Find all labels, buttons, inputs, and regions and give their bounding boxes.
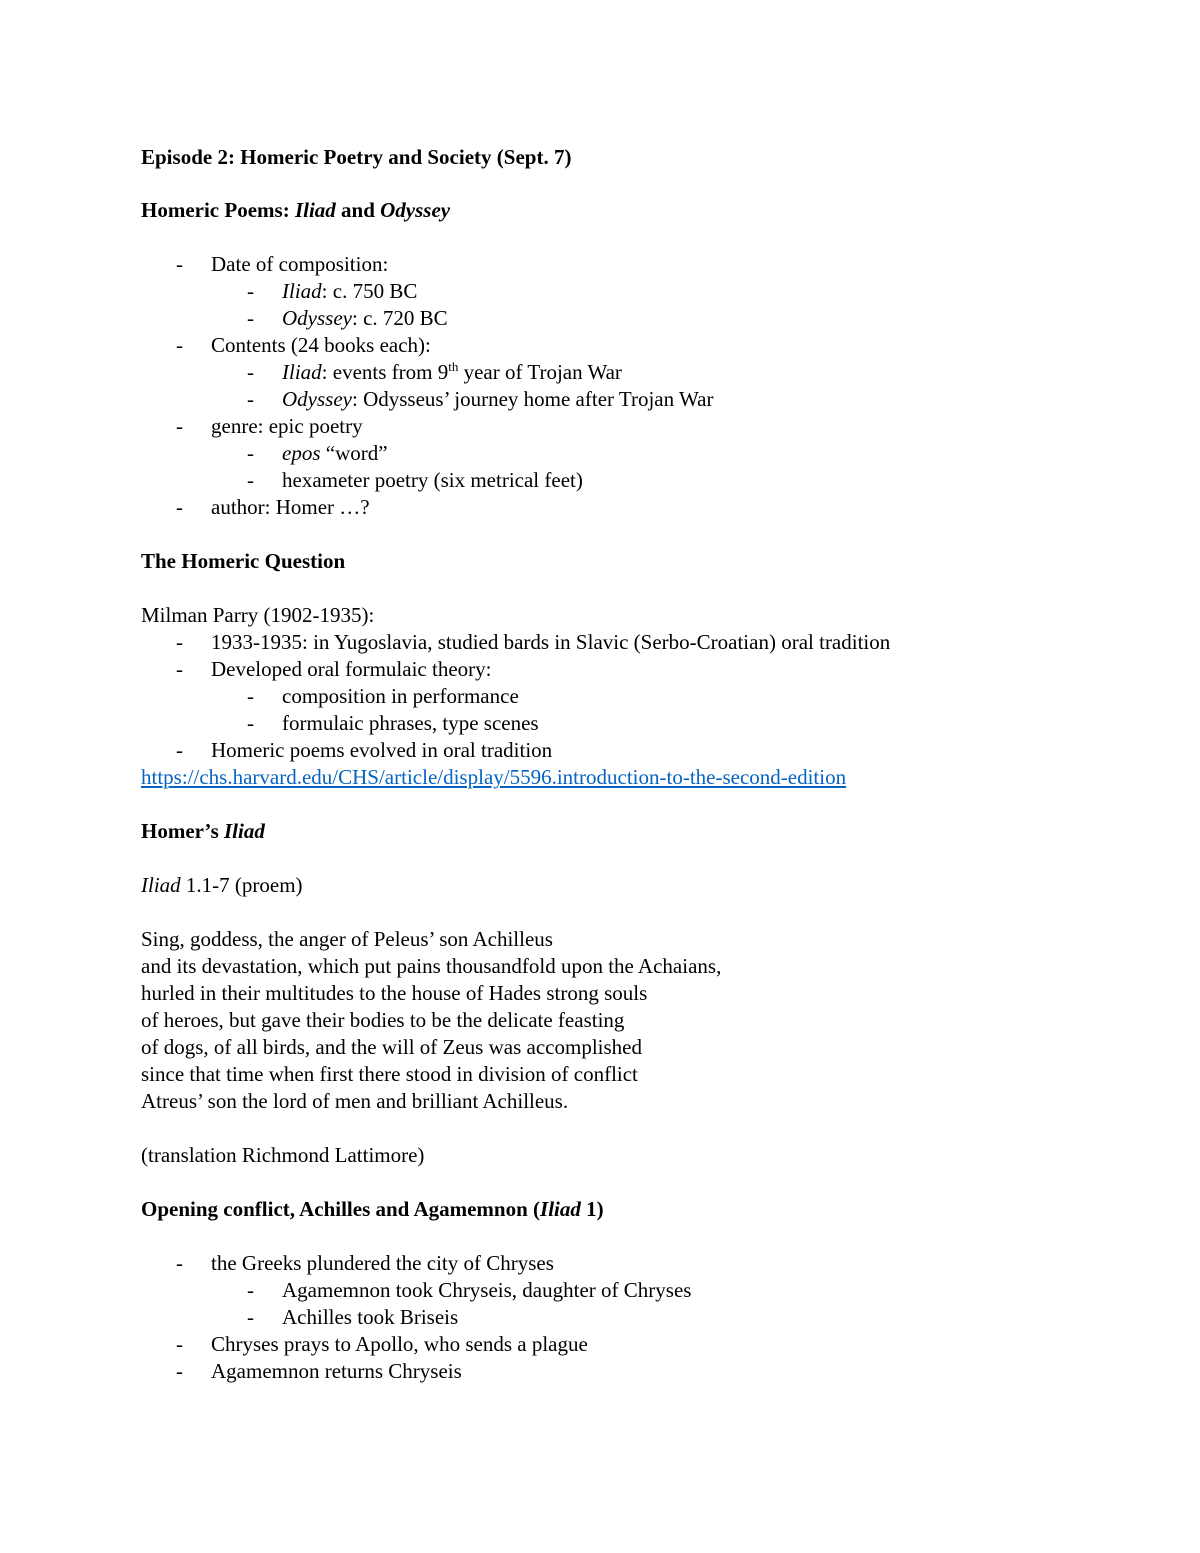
verse-line: hurled in their multitudes to the house of Hades strong souls — [141, 981, 648, 1005]
heading-text: Opening conflict, Achilles and Agamemnon ( — [141, 1197, 541, 1221]
list-item-briseis — [282, 1304, 458, 1331]
bullet-dash: - — [176, 414, 183, 438]
bullet-dash: - — [247, 684, 254, 708]
list-item-text: Homeric poems evolved in oral tradition — [211, 738, 553, 762]
list-item-text: composition in performance — [282, 684, 519, 708]
list-item-contents — [211, 332, 431, 359]
list-item-text: the Greeks plundered the city of Chryses — [211, 1251, 554, 1275]
heading-text: Homeric Poems: — [141, 198, 295, 222]
list-item-hexameter — [282, 467, 583, 494]
list-item-text: author: Homer …? — [211, 495, 370, 519]
heading-iliad-title: Iliad — [224, 819, 265, 843]
list-item-contents-iliad — [282, 359, 622, 386]
iliad-title: Iliad — [282, 279, 322, 303]
paragraph-milman-parry — [141, 602, 374, 629]
bullet-dash: - — [176, 630, 183, 654]
list-item-plundered — [211, 1250, 554, 1277]
bullet-dash: - — [247, 360, 254, 384]
translation-text: (translation Richmond Lattimore) — [141, 1143, 425, 1167]
iliad-reference — [141, 872, 303, 899]
list-item-text: Agamemnon took Chryseis, daughter of Chryses — [282, 1278, 692, 1302]
list-item-text: hexameter poetry (six metrical feet) — [282, 468, 583, 492]
list-item-text: Date of composition: — [211, 252, 389, 276]
heading-opening-conflict — [141, 1196, 604, 1223]
list-item-author — [211, 494, 370, 521]
translation-credit — [141, 1142, 424, 1169]
list-item-chryseis — [282, 1277, 691, 1304]
list-item-date-odyssey — [282, 305, 448, 332]
bullet-dash: - — [247, 1305, 254, 1329]
verse-line: Sing, goddess, the anger of Peleus’ son Achilleus — [141, 927, 553, 951]
verse-line: and its devastation, which put pains thousandfold upon the Achaians, — [141, 954, 722, 978]
list-item-text: Chryses prays to Apollo, who sends a plague — [211, 1332, 588, 1356]
list-item-yugoslavia — [211, 629, 890, 656]
iliad-title: Iliad — [141, 873, 181, 897]
verse-line: Atreus’ son the lord of men and brilliant Achilleus. — [141, 1089, 569, 1113]
list-item-text: genre: epic poetry — [211, 414, 363, 438]
list-item-date — [211, 251, 388, 278]
list-item-text: Developed oral formulaic theory: — [211, 657, 492, 681]
list-item-genre — [211, 413, 363, 440]
list-item-text: 1933-1935: in Yugoslavia, studied bards in Slavic (Serbo-Croatian) oral tradition — [211, 630, 891, 654]
heading-text: Homer’s — [141, 819, 224, 843]
bullet-dash: - — [247, 387, 254, 411]
page-title-text: Episode 2: Homeric Poetry and Society (Sept. 7) — [141, 145, 572, 169]
verse-line: of dogs, of all birds, and the will of Zeus was accomplished — [141, 1035, 642, 1059]
list-item-text: Contents (24 books each): — [211, 333, 431, 357]
bullet-dash: - — [247, 279, 254, 303]
bullet-dash: - — [176, 1251, 183, 1275]
verse-line: since that time when first there stood in division of conflict — [141, 1062, 638, 1086]
list-item-oral-theory — [211, 656, 491, 683]
list-item-text: : events from 9 — [321, 360, 449, 384]
list-item-text: Achilles took Briseis — [282, 1305, 459, 1329]
list-item-contents-odyssey — [282, 386, 713, 413]
page-title — [141, 144, 571, 171]
list-item-formulaic — [282, 710, 539, 737]
heading-text: 1) — [580, 1197, 604, 1221]
bullet-dash: - — [247, 1278, 254, 1302]
reference-text: 1.1-7 (proem) — [180, 873, 303, 897]
list-item-composition — [282, 683, 519, 710]
heading-iliad-title: Iliad — [540, 1197, 581, 1221]
heading-homers-iliad — [141, 818, 265, 845]
bullet-dash: - — [247, 468, 254, 492]
bullet-dash: - — [176, 495, 183, 519]
bullet-dash: - — [176, 657, 183, 681]
ordinal-superscript: th — [448, 359, 459, 374]
bullet-dash: - — [247, 306, 254, 330]
heading-homeric-poems — [141, 197, 450, 224]
heading-text: The Homeric Question — [141, 549, 346, 573]
list-item-text: : c. 720 BC — [351, 306, 448, 330]
heading-odyssey-title: Odyssey — [380, 198, 451, 222]
bullet-dash: - — [247, 441, 254, 465]
list-item-text: : Odysseus’ journey home after Trojan War — [351, 387, 714, 411]
list-item-text: “word” — [320, 441, 388, 465]
bullet-dash: - — [176, 1359, 183, 1383]
list-item-plague — [211, 1331, 588, 1358]
bullet-dash: - — [176, 333, 183, 357]
bullet-dash: - — [176, 738, 183, 762]
chs-link-line — [141, 764, 846, 791]
paragraph-text: Milman Parry (1902-1935): — [141, 603, 375, 627]
bullet-dash: - — [176, 252, 183, 276]
list-item-text: formulaic phrases, type scenes — [282, 711, 539, 735]
epos-term: epos — [282, 441, 321, 465]
list-item-evolved — [211, 737, 552, 764]
chs-harvard-link[interactable]: https://chs.harvard.edu/CHS/article/display/5596.introduction-to-the-second-edition — [141, 765, 847, 789]
heading-homeric-question — [141, 548, 345, 575]
bullet-dash: - — [176, 1332, 183, 1356]
odyssey-title: Odyssey — [282, 306, 352, 330]
list-item-text: year of Trojan War — [458, 360, 622, 384]
bullet-dash: - — [247, 711, 254, 735]
verse-line: of heroes, but gave their bodies to be the delicate feasting — [141, 1008, 625, 1032]
list-item-text: Agamemnon returns Chryseis — [211, 1359, 462, 1383]
iliad-title: Iliad — [282, 360, 322, 384]
list-item-date-iliad — [282, 278, 417, 305]
heading-iliad-title: Iliad — [294, 198, 336, 222]
list-item-returns — [211, 1358, 462, 1385]
list-item-epos — [282, 440, 388, 467]
heading-text: and — [335, 198, 381, 222]
odyssey-title: Odyssey — [282, 387, 352, 411]
list-item-text: : c. 750 BC — [321, 279, 418, 303]
